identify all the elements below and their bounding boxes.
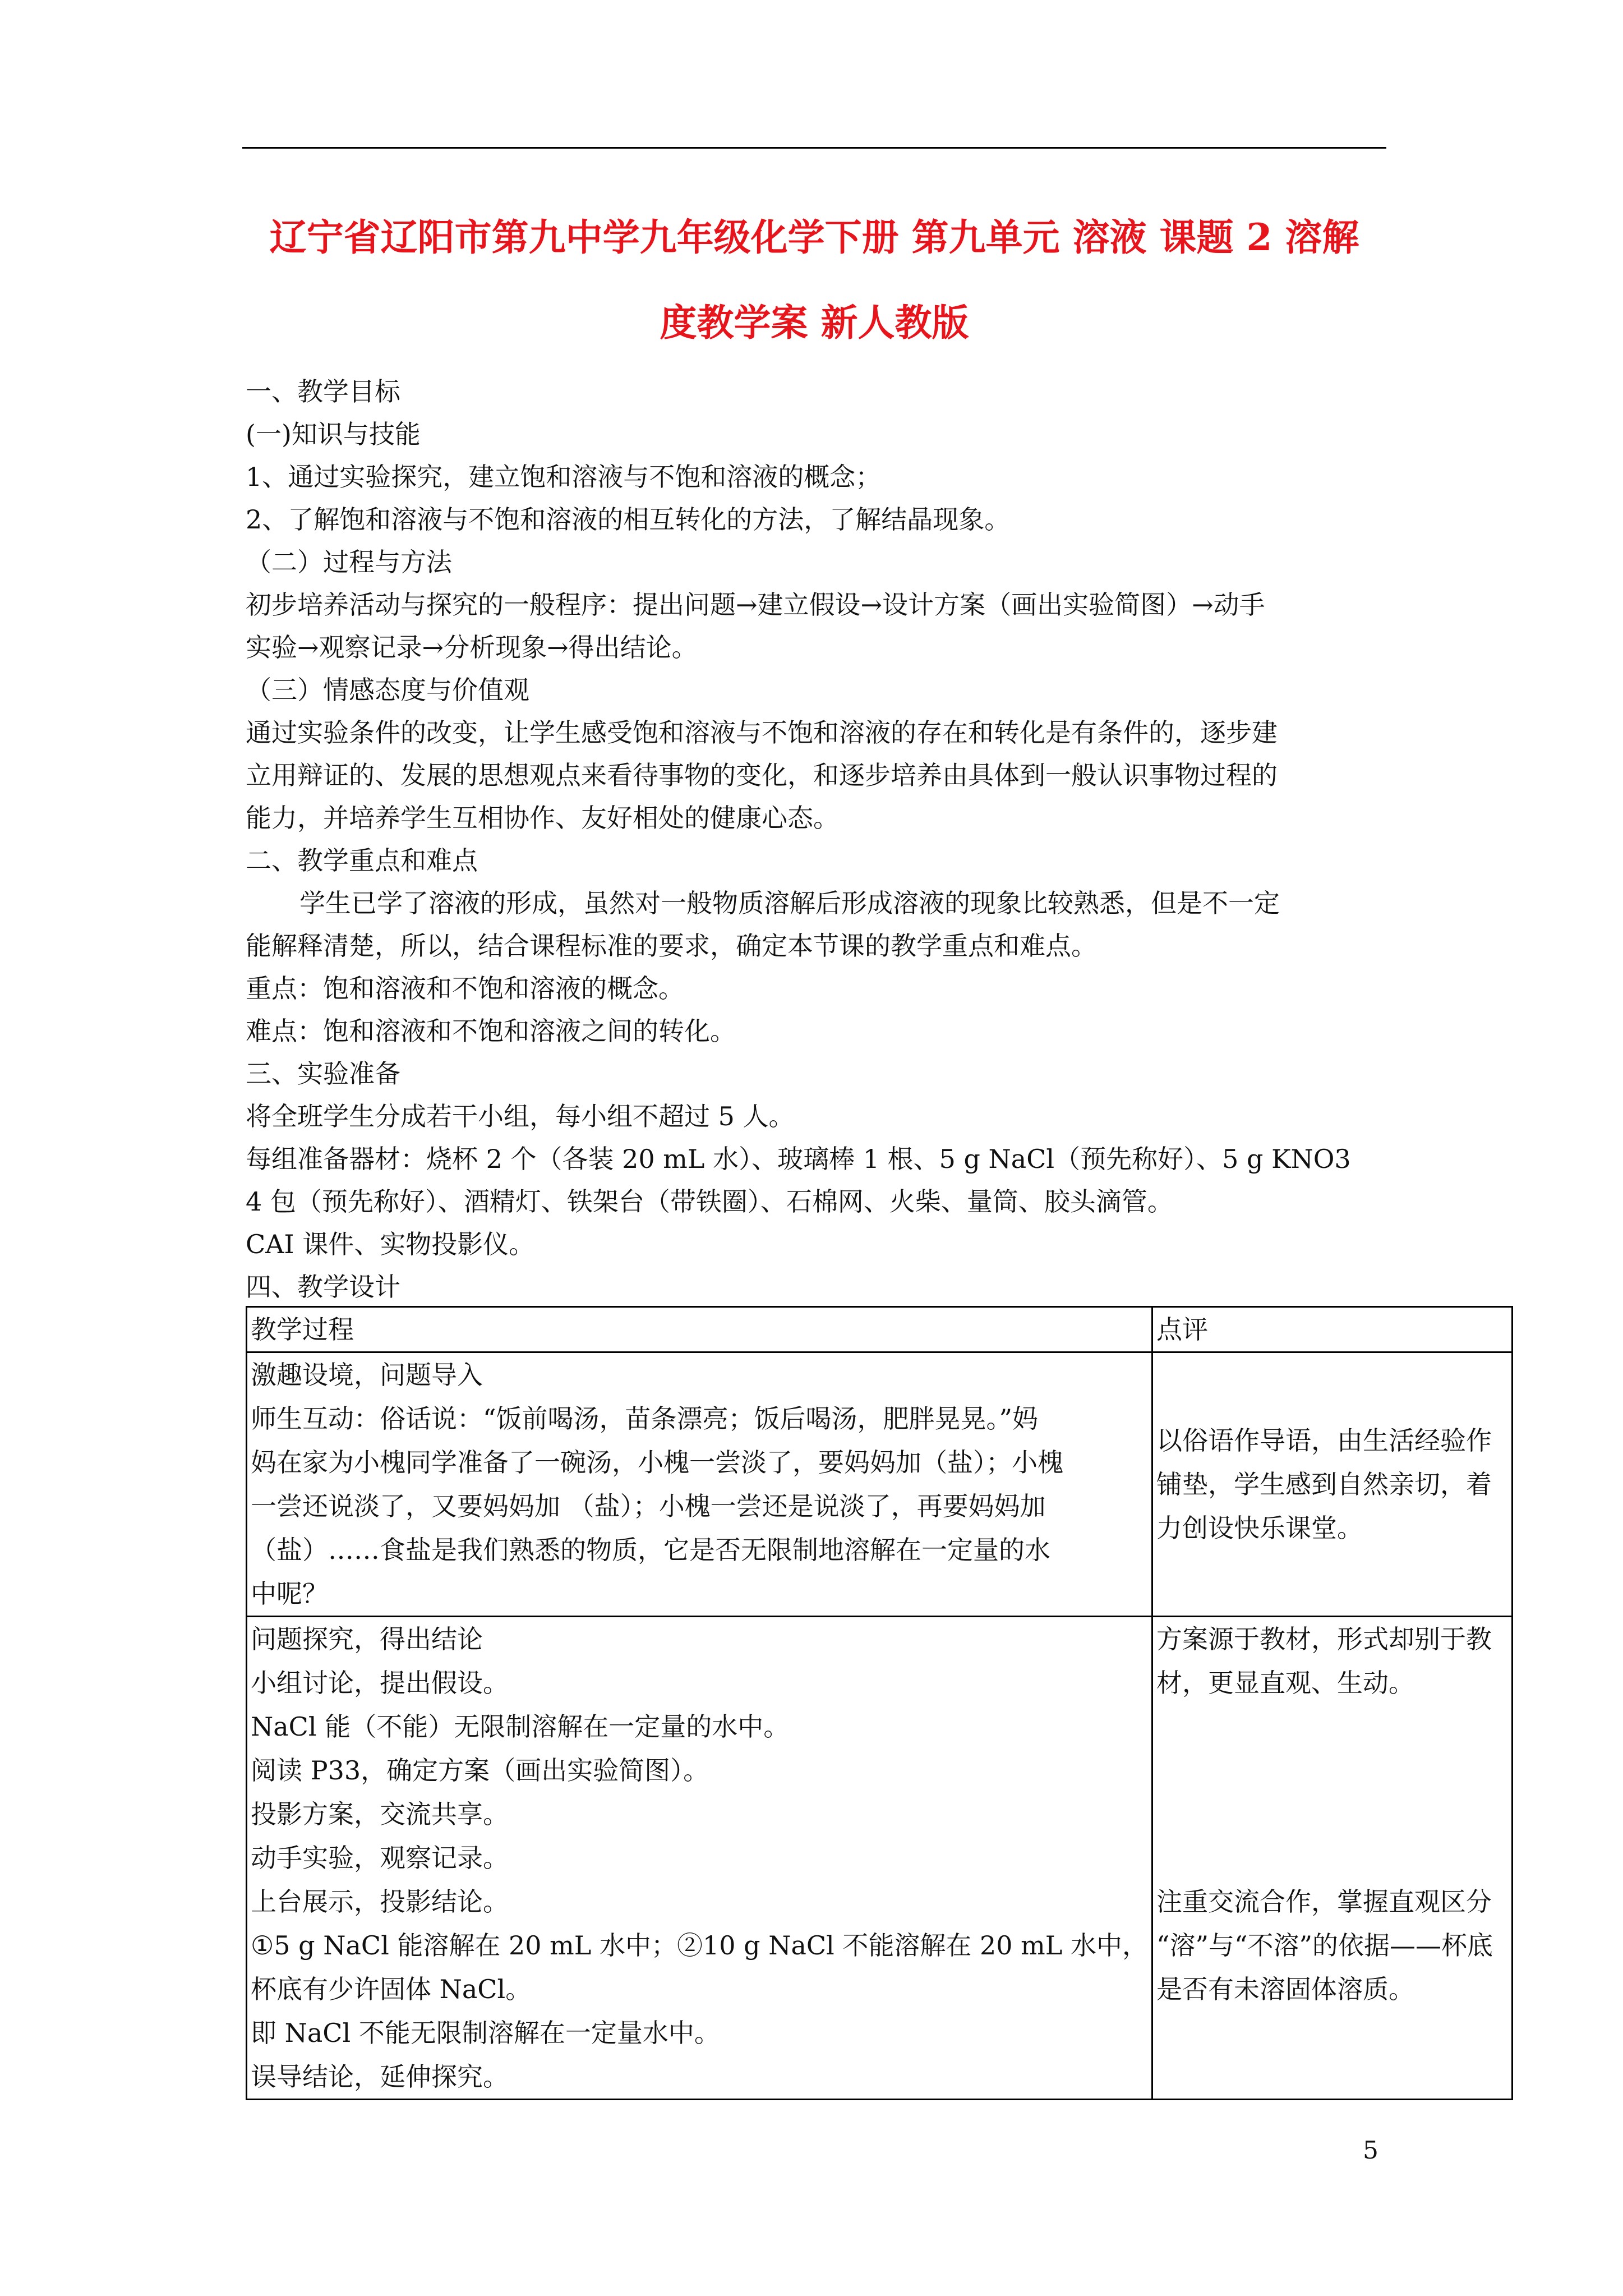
teaching-design-table: [246, 1306, 1513, 2100]
paragraph: 将全班学生分成若干小组，每小组不超过 5 人。: [246, 1101, 795, 1131]
paragraph: 实验→观察记录→分析现象→得出结论。: [246, 632, 698, 662]
cell-line: 误导结论，延伸探究。: [251, 2062, 509, 2092]
paragraph: 4 包（预先称好）、酒精灯、铁架台（带铁圈）、石棉网、火柴、量筒、胶头滴管。: [246, 1186, 1173, 1217]
cell-line: 是否有未溶固体溶质。: [1156, 1974, 1414, 2004]
document-body: [246, 370, 1390, 1308]
cell-spacer: [1156, 1749, 1508, 1792]
cell-line: 中呢？: [251, 1579, 328, 1609]
cell-line: 以俗语作导语，由生活经验作: [1156, 1425, 1492, 1456]
table-header-cell: 点评: [1152, 1307, 1512, 1352]
paragraph: 初步培养活动与探究的一般程序：提出问题→建立假设→设计方案（画出实验简图）→动手: [246, 590, 1265, 620]
cell-line: 投影方案，交流共享。: [251, 1799, 509, 1829]
cell-line: 问题探究，得出结论: [251, 1624, 483, 1654]
paragraph: 难点：饱和溶液和不饱和溶液之间的转化。: [246, 1016, 736, 1046]
paragraph: 通过实验条件的改变，让学生感受饱和溶液与不饱和溶液的存在和转化是有条件的，逐步建: [246, 717, 1278, 748]
section-heading: 四、教学设计: [246, 1272, 400, 1302]
cell-line: 妈在家为小槐同学准备了一碗汤，小槐一尝淡了，要妈妈加（盐）；小槐: [251, 1447, 1063, 1478]
paragraph: 能解释清楚，所以，结合课程标准的要求，确定本节课的教学重点和难点。: [246, 931, 1097, 961]
cell-line: （盐）……食盐是我们熟悉的物质，它是否无限制地溶解在一定量的水: [251, 1535, 1050, 1565]
cell-line: 方案源于教材，形式却别于教: [1156, 1624, 1492, 1654]
cell-line: 材，更显直观、生动。: [1156, 1668, 1414, 1698]
paragraph: 1、通过实验探究，建立饱和溶液与不饱和溶液的概念；: [246, 462, 882, 492]
section-heading: 二、教学重点和难点: [246, 845, 478, 876]
table-cell-comment: [1152, 1617, 1512, 2100]
subsection-heading: （二）过程与方法: [246, 547, 452, 577]
cell-line: 动手实验，观察记录。: [251, 1843, 509, 1873]
table-row: [247, 1352, 1513, 1617]
cell-spacer: [1156, 1836, 1508, 1880]
cell-line: “溶”与“不溶”的依据——杯底: [1156, 1930, 1493, 1961]
paragraph: 2、了解饱和溶液与不饱和溶液的相互转化的方法，了解结晶现象。: [246, 504, 1011, 535]
subsection-heading: (一)知识与技能: [246, 419, 421, 449]
table-cell-comment: [1152, 1352, 1512, 1617]
cell-line: 小组讨论，提出假设。: [251, 1668, 509, 1698]
cell-line: NaCl 能（不能）无限制溶解在一定量的水中。: [251, 1711, 790, 1742]
table-row: [247, 1617, 1513, 2100]
cell-line: 注重交流合作，掌握直观区分: [1156, 1887, 1492, 1917]
cell-line: 杯底有少许固体 NaCl。: [251, 1974, 532, 2004]
table-cell-process: [247, 1617, 1152, 2100]
paragraph: 立用辩证的、发展的思想观点来看待事物的变化，和逐步培养由具体到一般认识事物过程的: [246, 760, 1278, 790]
cell-line: 力创设快乐课堂。: [1156, 1513, 1363, 1543]
subsection-heading: （三）情感态度与价值观: [246, 675, 529, 705]
header-rule: [242, 147, 1386, 149]
cell-spacer: [1156, 1792, 1508, 1836]
cell-line: 师生互动：俗话说：“饭前喝汤，苗条漂亮；饭后喝汤，肥胖晃晃。”妈: [251, 1404, 1039, 1434]
section-heading: 一、教学目标: [246, 376, 400, 407]
section-heading: 三、实验准备: [246, 1059, 400, 1089]
paragraph: 每组准备器材：烧杯 2 个（各装 20 mL 水）、玻璃棒 1 根、5 g NaCl（预先称好）、5 g KNO3: [246, 1144, 1351, 1174]
cell-spacer: [1156, 1705, 1508, 1749]
cell-line: 上台展示，投影结论。: [251, 1887, 509, 1917]
paragraph: CAI 课件、实物投影仪。: [246, 1229, 535, 1259]
cell-line: 铺垫，学生感到自然亲切，着: [1156, 1469, 1492, 1499]
page-number: 5: [1363, 2136, 1378, 2165]
paragraph: 能力，并培养学生互相协作、友好相处的健康心态。: [246, 803, 839, 833]
cell-line: 激趣设境，问题导入: [251, 1360, 483, 1390]
document-title-line-1: 辽宁省辽阳市第九中学九年级化学下册 第九单元 溶液 课题 2 溶解: [269, 215, 1359, 259]
cell-line: 阅读 P33，确定方案（画出实验简图）。: [251, 1755, 709, 1786]
cell-line: ①5 g NaCl 能溶解在 20 mL 水中；②10 g NaCl 不能溶解在 20 mL 水中，: [251, 1930, 1148, 1961]
paragraph: 重点：饱和溶液和不饱和溶液的概念。: [246, 973, 684, 1004]
table-header-row: [247, 1307, 1513, 1352]
cell-line: 一尝还说淡了，又要妈妈加 （盐）；小槐一尝还是说淡了，再要妈妈加: [251, 1491, 1046, 1521]
cell-line: 即 NaCl 不能无限制溶解在一定量水中。: [251, 2018, 720, 2048]
document-title-line-2: 度教学案 新人教版: [660, 301, 969, 344]
table-header-cell: 教学过程: [247, 1307, 1152, 1352]
paragraph: 学生已学了溶液的形成，虽然对一般物质溶解后形成溶液的现象比较熟悉，但是不一定: [299, 888, 1280, 918]
table-cell-process: [247, 1352, 1152, 1617]
